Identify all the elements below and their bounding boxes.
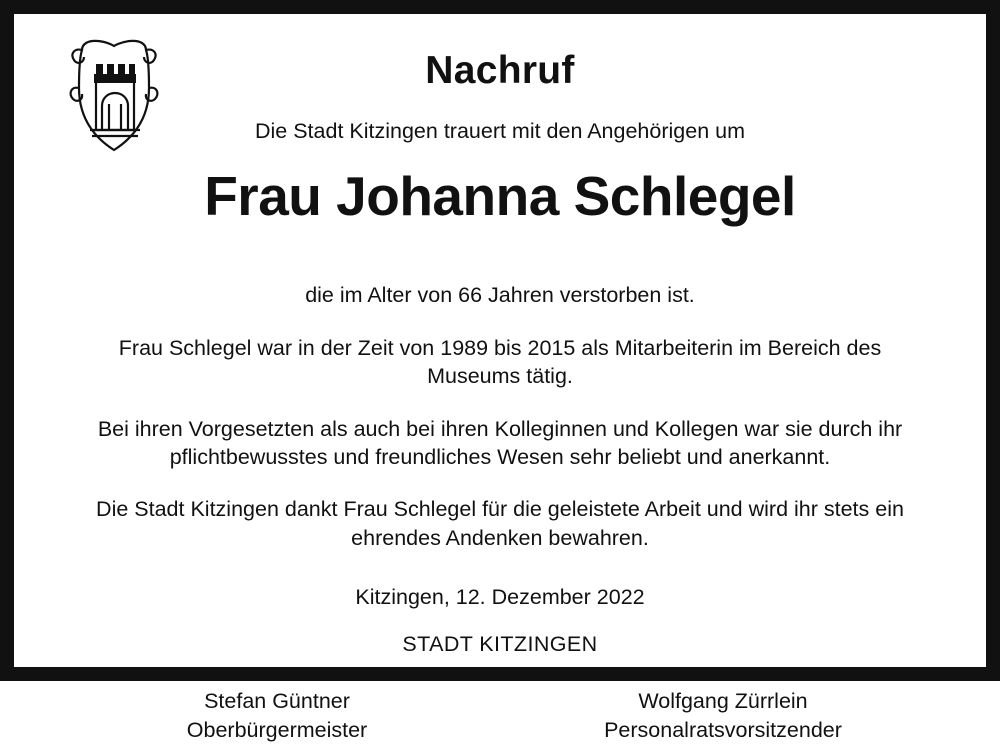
body-paragraph-1: Frau Schlegel war in der Zeit von 1989 bis 2015 als Mitarbeiterin im Bereich des Museums tätig. [118,335,882,389]
city-coat-of-arms-icon [52,30,177,158]
signatory-2 [500,687,946,745]
lead-text: Die Stadt Kitzingen trauert mit den Angehörigen um [254,118,745,143]
place-and-date: Kitzingen, 12. Dezember 2022 [355,585,645,610]
signatories [54,687,946,745]
page-title: Nachruf [425,49,575,92]
deceased-name: Frau Johanna Schlegel [204,165,796,228]
body-paragraph-2: Bei ihren Vorgesetzten als auch bei ihren Kolleginnen und Kollegen war sie durch ihr pflichtbewusstes und freundliches Wesen sehr beliebt und anerkannt. [97,416,903,469]
signatory-role: Oberbürgermeister [186,717,368,742]
body-paragraph-3: Die Stadt Kitzingen dankt Frau Schlegel für die geleistete Arbeit und wird ihr stets ein ehrendes Andenken bewahren. [96,497,904,550]
organization-name: STADT KITZINGEN [402,631,598,656]
signatory-name: Wolfgang Zürrlein [638,688,808,713]
signatory-name: Stefan Güntner [204,688,350,713]
age-line: die im Alter von 66 Jahren verstorben ist. [305,282,695,307]
obituary-content [14,14,986,742]
signatory-role: Personalratsvorsitzender [604,717,842,742]
signatory-1 [54,687,500,745]
